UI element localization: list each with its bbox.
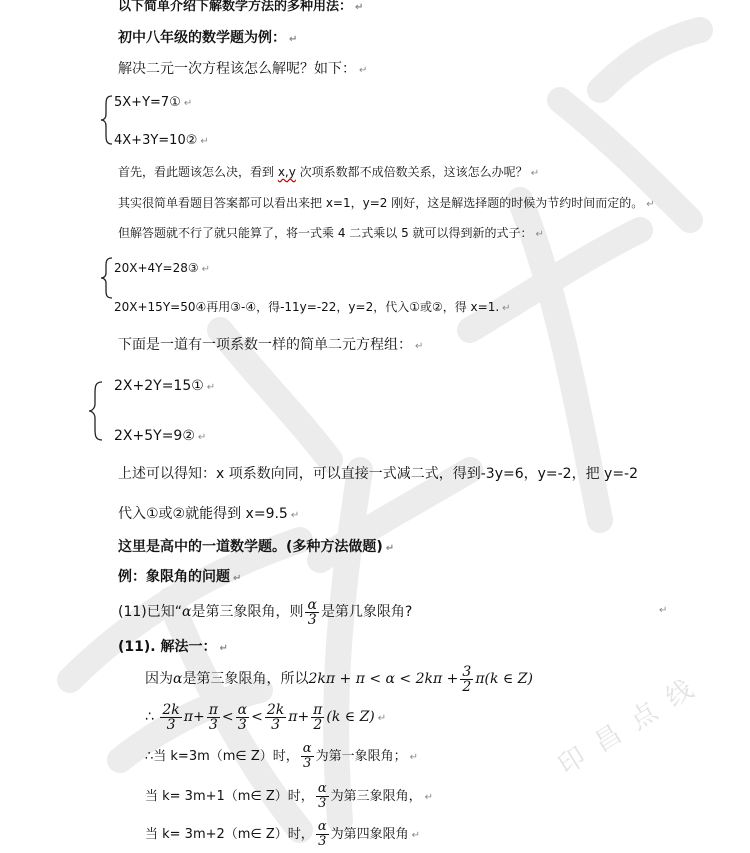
system1-brace [100,94,114,146]
highschool-heading: 这里是高中的一道数学题。(多种方法做题) ↵ [118,539,395,555]
system3-equation1: 2X+2Y=15① ↵ [114,378,216,394]
paragraph5-line1: 上述可以得知：x 项系数向同，可以直接一式减二式，得到-3y=6，y=-2，把 y=-2 [118,466,639,482]
system2-equation1: 20X+4Y=28③ ↵ [114,261,210,275]
system1-equation2: 4X+3Y=10② ↵ [114,133,209,148]
alpha-over-3-fraction: $\frac{\alpha}{3}$ [307,596,317,628]
watermark-stamp: 印 昌 点 线 [553,672,703,781]
paragraph5-line2: 代入①或②就能得到 x=9.5 ↵ [118,506,300,522]
system2-brace [100,256,114,300]
grade8-heading: 初中八年级的数学题为例： ↵ [118,30,298,46]
solution-line3: ∴当 k=3m（m∈ Z）时， $\frac{\alpha}{3}$ 为第一象限角； ↵ [145,741,418,771]
solution-line5: 当 k= 3m+2（m∈ Z）时， $\frac{\alpha}{3}$ 为第四象限角 ↵ [145,819,420,849]
paragraph1: 首先，看此题该怎么决，看到 x,y 次项系数都不成倍数关系，这该怎么办呢？ ↵ [118,165,540,179]
question11-line: (11)已知“α是第三象限角，则 $\frac{\alpha}{3}$ 是第几象限角? [118,596,413,628]
example-heading: 例：象限角的问题 ↵ [118,569,242,585]
solution-line1: 因为α是第三象限角，所以2kπ + π < α < 2kπ + $\frac{3}{2}$ π(k ∈ Z) [145,663,533,695]
system2-equation2: 20X+15Y=50④再用③-④，得-11y=-22，y=2，代入①或②，得 x=1. ↵ [114,300,511,314]
question1-line: 解决二元一次方程该怎么解呢？如下： ↵ [118,61,368,77]
paragraph2: 其实很简单看题目答案都可以看出来把 x=1，y=2 刚好，这是解选择题的时候为节约时间而定的。 ↵ [118,196,655,210]
system3-equation2: 2X+5Y=9② ↵ [114,428,207,444]
paragraph4: 下面是一道有一项系数一样的简单二元方程组： ↵ [118,337,424,353]
three-halves-fraction: $\frac{3}{2}$ [462,663,472,695]
system3-brace [88,380,104,442]
intro-line: 以下简单介绍下解数学方法的多种用法： ↵ [118,0,364,14]
solution-title: (11). 解法一： ↵ [118,639,228,655]
paragraph3: 但解答题就不行了就只能算了，将一式乘 4 二式乘以 5 就可以得到新的式子： ↵ [118,226,544,240]
paragraph-mark: ↵ [659,605,668,616]
solution-line2: ∴ $\frac{2k}{3}$ π+ $\frac{\pi}{3}$ < $\frac{\alpha}{3}$ < $\frac{2k}{3}$ π+ $\frac{\pi}{2}$ (k ∈ Z) ↵ [145,701,387,733]
system1-equation1: 5X+Y=7① ↵ [114,95,193,110]
solution-line4: 当 k= 3m+1（m∈ Z）时， $\frac{\alpha}{3}$ 为第三象限角， ↵ [145,781,433,811]
